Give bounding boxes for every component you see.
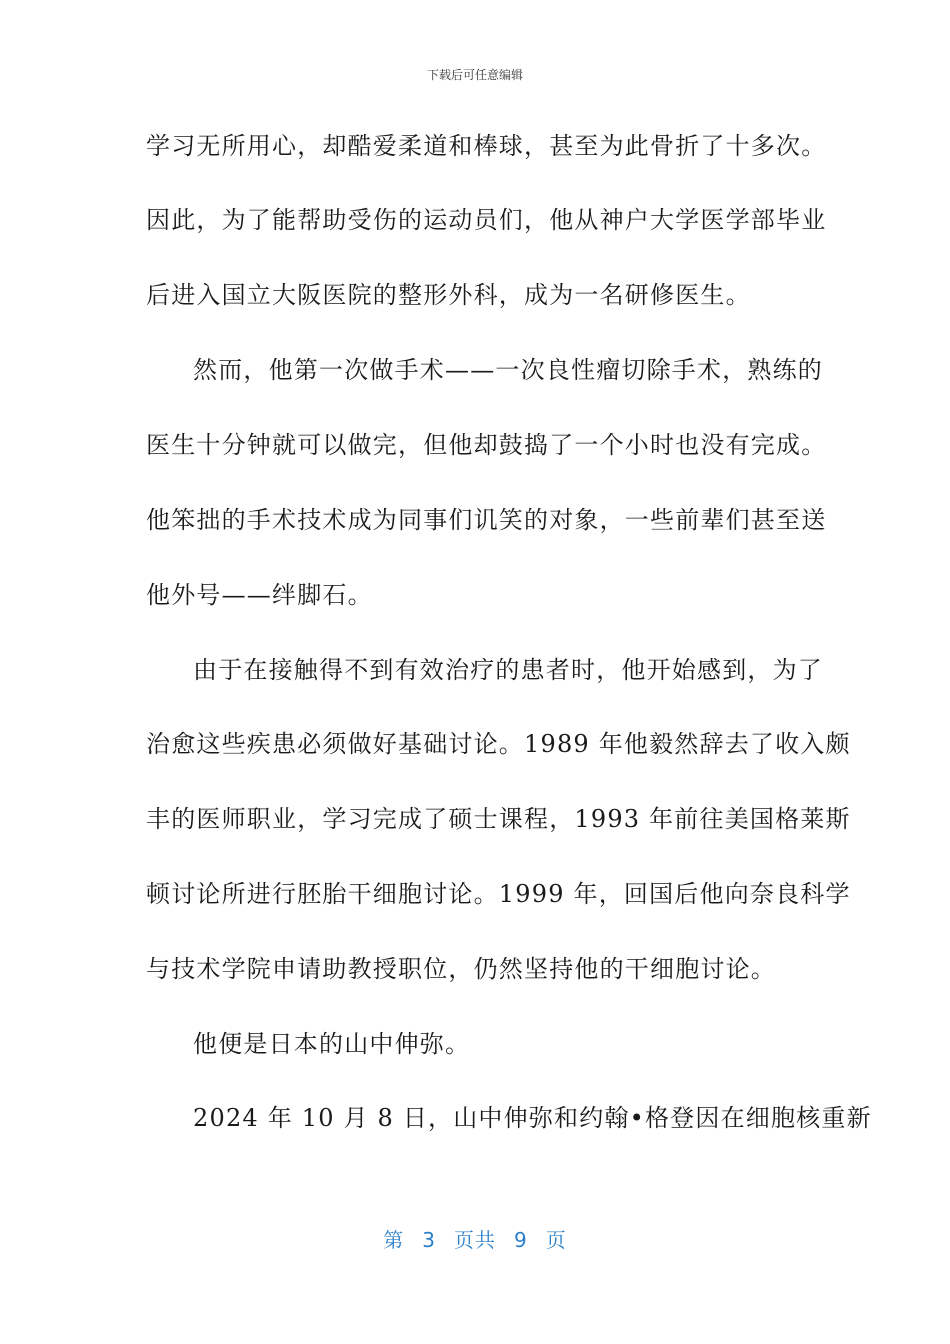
text-line: 因此，为了能帮助受伤的运动员们，他从神户大学医学部毕业 [146,206,827,234]
page-label-prefix: 第 [383,1228,405,1252]
total-page-count: 9 [514,1228,528,1252]
paragraph-start-line: 由于在接触得不到有效治疗的患者时，他开始感到，为了 [193,656,823,684]
text-line: 后进入国立大阪医院的整形外科，成为一名研修医生。 [146,281,751,309]
text-line: 他笨拙的手术技术成为同事们讥笑的对象，一些前辈们甚至送 [146,506,827,534]
paragraph-start-line: 2024 年 10 月 8 日，山中伸弥和约翰•格登因在细胞核重新 [193,1104,872,1132]
text-line: 学习无所用心，却酷爱柔道和棒球，甚至为此骨折了十多次。 [146,132,827,160]
text-line: 他外号——绊脚石。 [146,581,373,609]
paragraph-start-line: 他便是日本的山中伸弥。 [193,1030,471,1058]
current-page-number: 3 [422,1228,436,1252]
text-line: 与技术学院申请助教授职位，仍然坚持他的干细胞讨论。 [146,955,776,983]
text-line: 丰的医师职业，学习完成了硕士课程，1993 年前往美国格莱斯 [146,805,851,833]
paragraph-start-line: 然而，他第一次做手术——一次良性瘤切除手术，熟练的 [193,356,823,384]
text-line: 顿讨论所进行胚胎干细胞讨论。1999 年，回国后他向奈良科学 [146,880,851,908]
page-footer [0,1224,950,1253]
page-label-suffix: 页 [545,1228,567,1252]
page-label-middle: 页共 [454,1228,496,1252]
text-line: 治愈这些疾患必须做好基础讨论。1989 年他毅然辞去了收入颇 [146,730,851,758]
page-header: 下载后可任意编辑 [426,68,523,82]
text-line: 医生十分钟就可以做完，但他却鼓捣了一个小时也没有完成。 [146,431,827,459]
